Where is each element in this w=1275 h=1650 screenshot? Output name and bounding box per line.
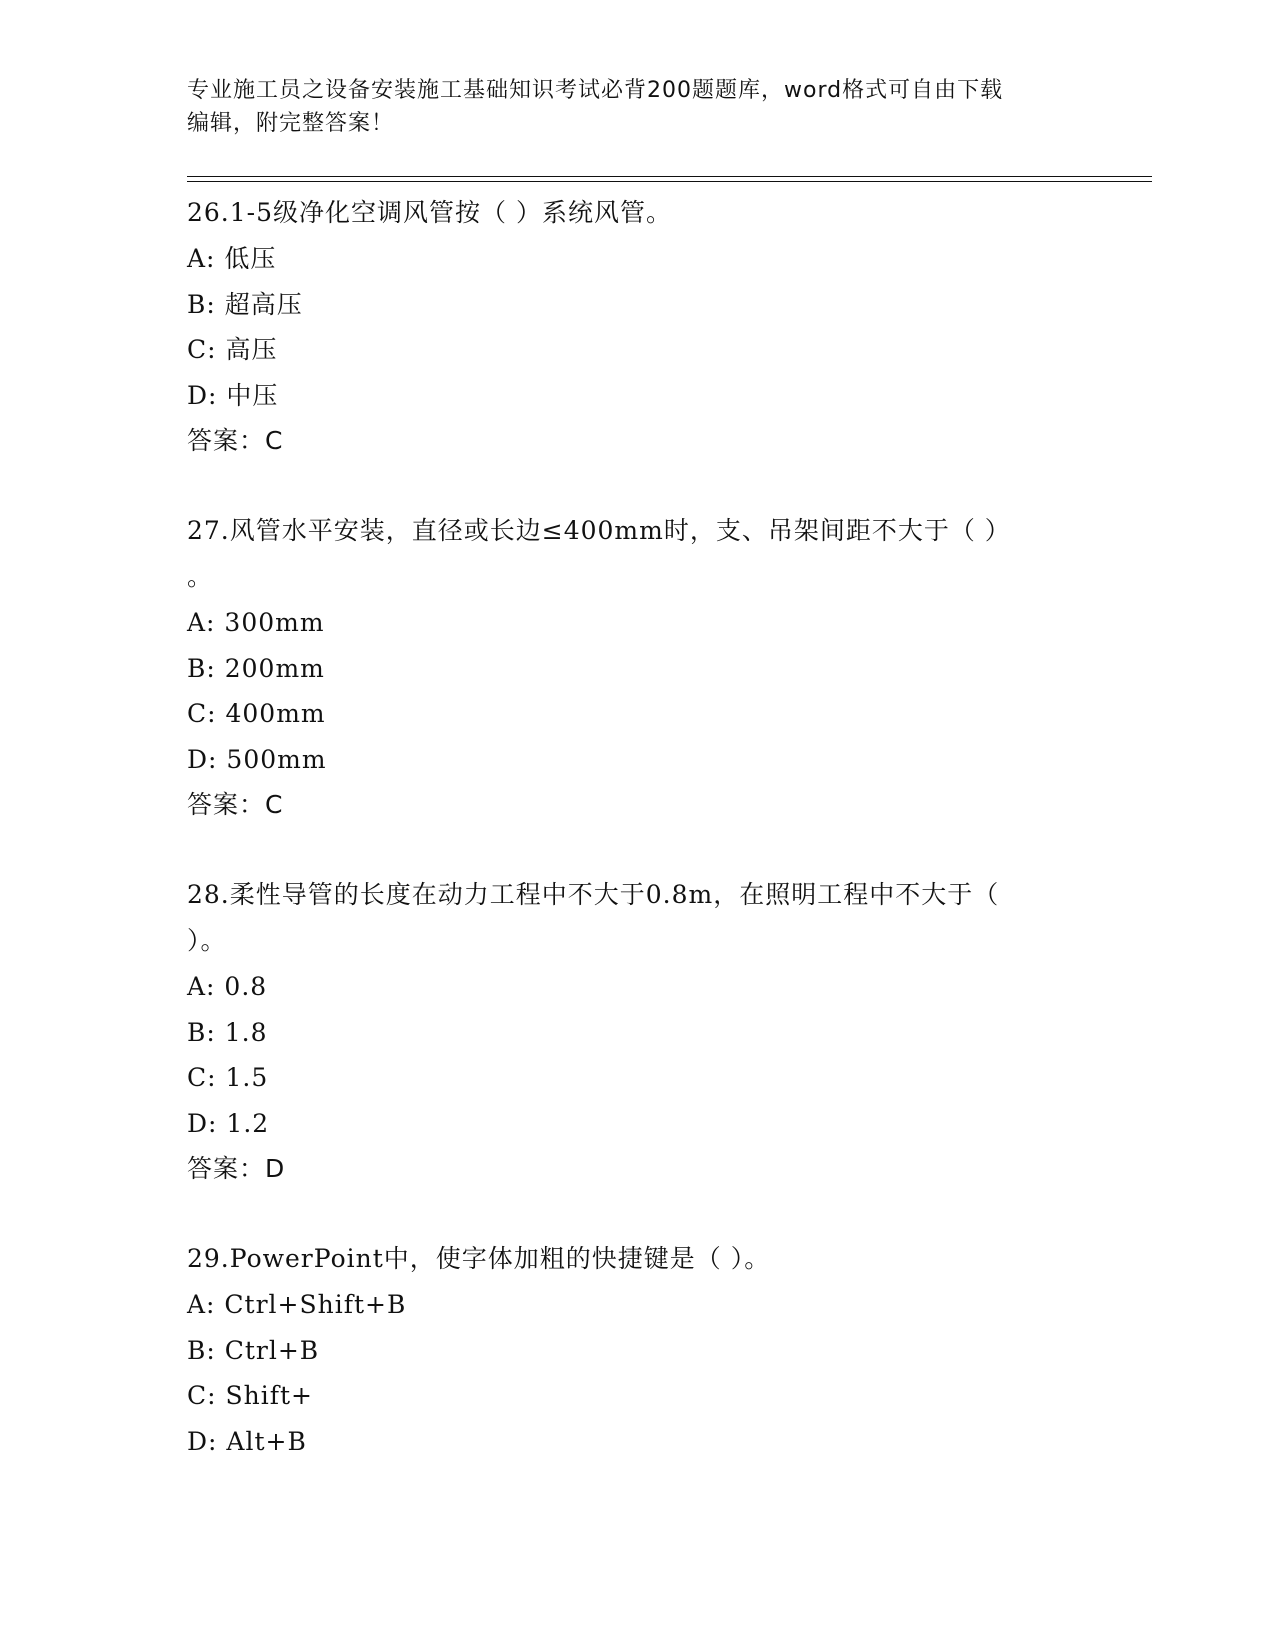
option-b: B: 1.8 (187, 1017, 268, 1047)
option-b: B: 200mm (187, 653, 325, 683)
option-a: A: Ctrl+Shift+B (187, 1290, 407, 1319)
option-c: C: 高压 (187, 335, 278, 364)
question-text: 28.柔性导管的长度在动力工程中不大于0.8m，在照明工程中不大于（ (187, 880, 1000, 909)
answer: 答案：C (187, 790, 284, 819)
option-d: D: 1.2 (187, 1108, 270, 1138)
option-c: C: 400mm (187, 699, 326, 728)
header-divider-bottom (187, 181, 1152, 182)
answer: 答案：C (187, 426, 284, 455)
header-line-1: 专业施工员之设备安装施工基础知识考试必背200题题库，word格式可自由下载 (187, 78, 1004, 103)
question-text: 27.风管水平安装，直径或长边≤400mm时，支、吊架间距不大于（ ） (187, 516, 1011, 545)
question-text: 29.PowerPoint中，使字体加粗的快捷键是（ ）。 (187, 1244, 771, 1273)
option-d: D: 中压 (187, 380, 279, 410)
question-28 (187, 872, 1087, 1192)
question-29 (187, 1236, 1087, 1464)
option-c: C: 1.5 (187, 1063, 269, 1092)
header-divider-top (187, 176, 1152, 177)
option-b: B: Ctrl+B (187, 1335, 320, 1365)
answer: 答案：D (187, 1154, 286, 1183)
option-c: C: Shift+ (187, 1381, 313, 1410)
option-a: A: 低压 (187, 244, 277, 273)
question-27 (187, 508, 1087, 828)
option-d: D: 500mm (187, 744, 327, 774)
question-text-continuation: ）。 (187, 926, 227, 955)
option-b: B: 超高压 (187, 289, 303, 319)
question-text: 26.1-5级净化空调风管按（ ）系统风管。 (187, 198, 672, 227)
document-header (187, 74, 1067, 140)
option-d: D: Alt+B (187, 1426, 307, 1456)
question-26 (187, 190, 1087, 464)
option-a: A: 300mm (187, 608, 325, 637)
option-a: A: 0.8 (187, 972, 268, 1001)
header-line-2: 编辑，附完整答案！ (187, 111, 395, 136)
question-list (187, 190, 1087, 1508)
question-text-continuation: 。 (187, 562, 214, 591)
